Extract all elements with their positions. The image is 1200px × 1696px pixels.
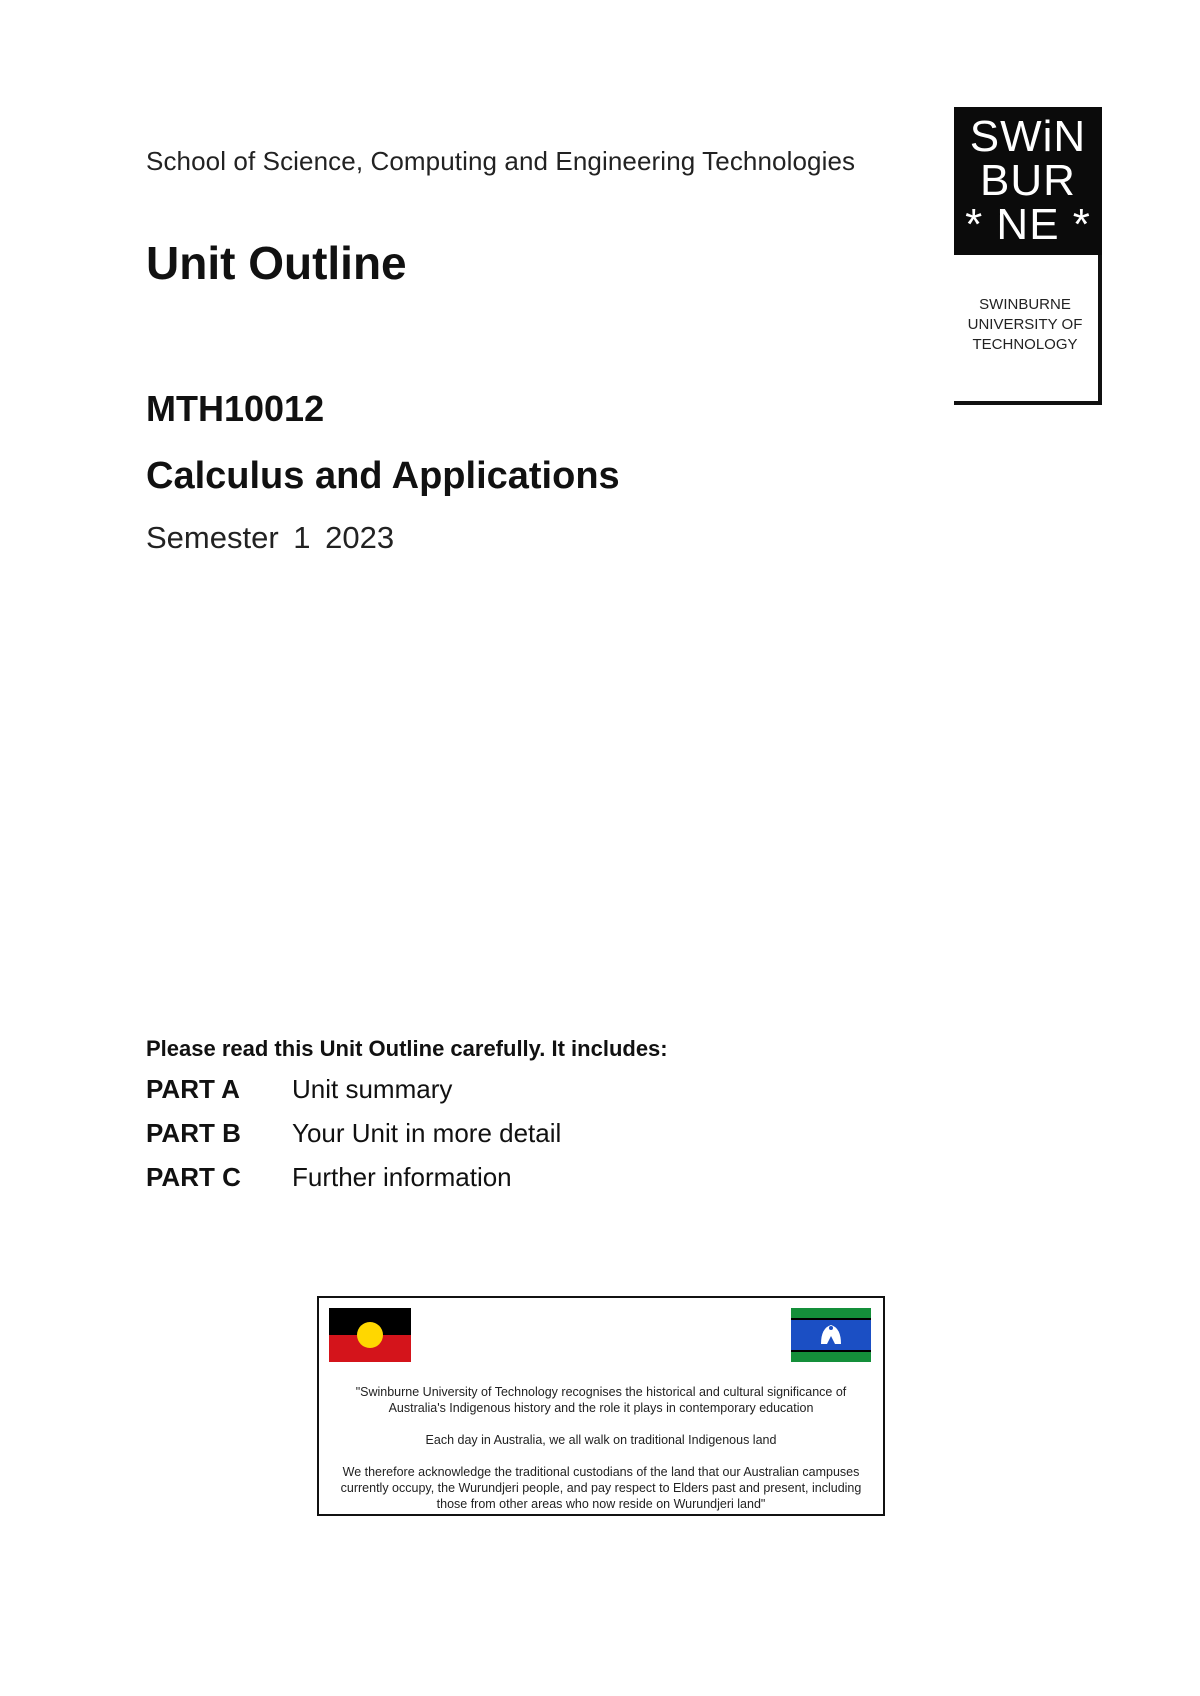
- semester: Semester 1 2023: [146, 520, 395, 555]
- part-label: PART A: [146, 1074, 240, 1104]
- part-text: Unit summary: [292, 1074, 453, 1104]
- logo-line-3: * NE *: [965, 200, 1091, 249]
- logo-border-bottom: [954, 401, 1102, 405]
- logo-subtitle-line: TECHNOLOGY: [972, 336, 1078, 353]
- swinburne-logo: [954, 107, 1100, 405]
- torres-strait-flag-icon: [791, 1308, 871, 1362]
- page-title: Unit Outline: [146, 237, 407, 289]
- logo-line-1: SWiN: [969, 112, 1087, 161]
- aboriginal-flag-icon: [329, 1308, 411, 1362]
- acknowledgement-box: [317, 1296, 885, 1516]
- logo-border-right: [1098, 255, 1102, 405]
- part-a-row: [146, 1074, 452, 1105]
- acknowledgement-text: [333, 1384, 869, 1528]
- part-label: PART C: [146, 1162, 241, 1192]
- unit-code: MTH10012: [146, 388, 325, 429]
- logo-subtitle: [954, 295, 1096, 355]
- part-text: Further information: [292, 1162, 512, 1192]
- logo-mark: [954, 107, 1102, 255]
- unit-name: Calculus and Applications: [146, 455, 620, 497]
- part-text: Your Unit in more detail: [292, 1118, 562, 1148]
- part-label: PART B: [146, 1118, 241, 1148]
- part-b-row: [146, 1118, 561, 1149]
- ack-paragraph: "Swinburne University of Technology recognises the historical and cultural significance of Australia's Indigenous history and the role it plays in contemporary education: [355, 1385, 847, 1415]
- logo-line-2: BUR: [980, 156, 1076, 205]
- ack-paragraph: We therefore acknowledge the traditional custodians of the land that our Australian campuses currently occupy, the Wurundjeri people, and pay respect to Elders past and present, including those from other areas who now reside on Wurundjeri land": [340, 1465, 862, 1511]
- school-name: School of Science, Computing and Engineering Technologies: [146, 146, 856, 176]
- logo-subtitle-line: SWINBURNE: [979, 296, 1071, 313]
- contents-intro: Please read this Unit Outline carefully. It includes:: [146, 1036, 668, 1061]
- ack-paragraph: Each day in Australia, we all walk on traditional Indigenous land: [425, 1433, 777, 1447]
- part-c-row: [146, 1162, 512, 1193]
- logo-subtitle-line: UNIVERSITY OF: [967, 316, 1083, 333]
